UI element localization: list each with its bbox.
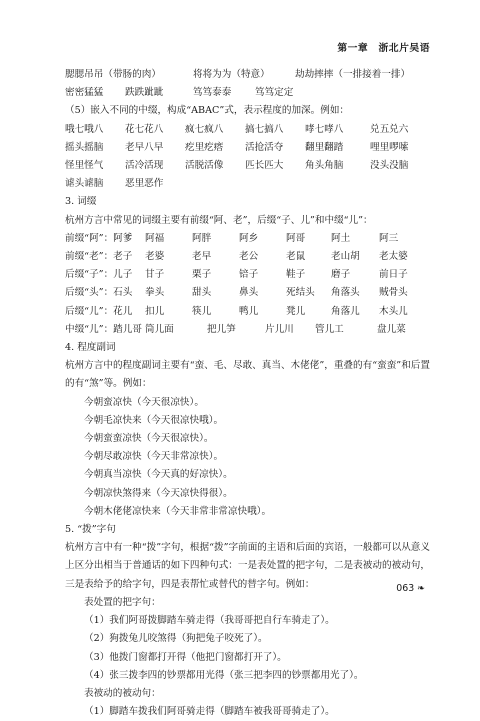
example-word: 角头角脑 <box>305 160 344 172</box>
affix-word: 阿土 <box>331 232 351 244</box>
affix-word: 阿福 <box>145 232 165 244</box>
example-word: 活冷活现 <box>125 160 164 172</box>
example-word: 活脱活像 <box>185 160 224 172</box>
example-word: 笃笃定定 <box>255 87 294 99</box>
example-sentence: （1）我们阿哥拨脚踏车骑走得（我哥哥把自行车骑走了）。 <box>84 615 335 627</box>
affix-row <box>65 303 430 321</box>
example-sentence: 今朝凉快煞得来（今天凉快得很）。 <box>84 487 233 499</box>
affix-word: 前日子 <box>379 269 408 281</box>
example-row <box>65 157 430 175</box>
section-heading: 4. 程度副词 <box>65 342 116 354</box>
affix-word: 老公 <box>239 251 259 263</box>
example-word: 恶里恶作 <box>125 178 164 190</box>
affix-word: 管儿工 <box>315 323 344 335</box>
example-word: 腮腮吊吊（带肠的肉） <box>65 69 161 80</box>
example-word: 谑头谑脑 <box>65 178 104 190</box>
example-sentence: 表处置的把字句： <box>84 596 161 608</box>
example-sentence: （4）张三拨李四的钞票都用光得（张三把李四的钞票都用光了）。 <box>84 669 364 681</box>
affix-row <box>65 230 430 248</box>
affix-word: 前缀“老”：老子 <box>65 251 133 263</box>
affix-word: 甜头 <box>192 287 212 299</box>
example-word: 疯七疯八 <box>185 123 224 135</box>
affix-word: 栗子 <box>192 269 212 281</box>
affix-word: 老早 <box>192 251 212 263</box>
example-word: 笃笃泰泰 <box>193 87 232 99</box>
chapter-header: 第一章 浙北片吴语 <box>337 43 430 54</box>
page-number: 063 ❧ <box>396 583 425 594</box>
affix-row <box>65 321 430 339</box>
example-row <box>65 139 430 157</box>
affix-word: 老鼠 <box>286 251 306 263</box>
affix-word: 木头儿 <box>379 305 408 317</box>
affix-word: 阿乡 <box>239 232 259 244</box>
example-word: 老早八早 <box>125 141 164 153</box>
affix-word: 阿哥 <box>286 232 306 244</box>
example-sentence: 表被动的被动句： <box>84 687 161 699</box>
example-word: 活抢活夺 <box>245 141 284 153</box>
example-word: 劫劫摔摔（一排接着一排） <box>295 69 411 80</box>
example-sentence: 今朝尽敢凉快（今天非常凉快）。 <box>84 451 224 463</box>
example-row <box>65 121 430 139</box>
affix-word: 鼻头 <box>239 287 259 299</box>
affix-word: 老山胡 <box>331 251 360 263</box>
affix-word: 锫子 <box>239 269 259 281</box>
affix-word: 鞋子 <box>286 269 306 281</box>
example-sentence: 今朝蛮蛮凉快（今天很凉快）。 <box>84 433 214 445</box>
affix-word: 筷儿 <box>192 305 212 317</box>
example-word: 将将为为（特意） <box>193 69 270 80</box>
affix-word: 磨子 <box>331 269 351 281</box>
example-row <box>65 84 430 102</box>
example-row <box>65 175 430 193</box>
example-word: 翻里翻踏 <box>305 141 344 153</box>
affix-word: 甘子 <box>145 269 165 281</box>
example-sentence: 今朝木佬佬凉快来（今天非常非常凉快哦）。 <box>84 505 272 517</box>
affix-word: 中缀“儿”：踏儿哥 <box>65 323 142 335</box>
example-sentence: 今朝真当凉快（今天真的好凉快）。 <box>84 469 233 481</box>
affix-word: 片儿川 <box>265 323 294 335</box>
affix-word: 贼骨头 <box>379 287 408 299</box>
example-word: 匹长匹大 <box>245 160 284 172</box>
affix-row <box>65 284 430 302</box>
example-word: 花七花八 <box>125 123 164 135</box>
affix-word: 筒儿面 <box>145 323 174 335</box>
example-sentence: （2）狗拨兔儿咬煞得（狗把兔子咬死了）。 <box>84 633 268 645</box>
paragraph: 杭州方言中的程度副词主要有“蛮、毛、尽敢、真当、木佬佬”，重叠的有“蛮蛮”和后置的有“煞”等。例如： <box>65 360 430 390</box>
affix-word: 后缀“儿”：花儿 <box>65 305 133 317</box>
example-word: 摇头摇脑 <box>65 141 104 153</box>
example-word: 搞七搞八 <box>245 123 284 135</box>
affix-word: 角落儿 <box>331 305 360 317</box>
example-word: 哦七哦八 <box>65 123 104 135</box>
affix-word: 前缀“阿”：阿爹 <box>65 232 133 244</box>
example-sentence: （1）脚踏车拨我们阿哥骑走得（脚踏车被我哥哥骑走了）。 <box>84 706 335 718</box>
example-word: 跌跌跐跐 <box>125 87 164 99</box>
example-word: 密密猛猛 <box>65 87 104 99</box>
affix-word: 阿胖 <box>192 232 212 244</box>
affix-word: 鸭儿 <box>239 305 259 317</box>
affix-word: 盘儿菜 <box>377 323 406 335</box>
affix-word: 老太婆 <box>379 251 408 263</box>
affix-word: 把儿笋 <box>207 323 236 335</box>
affix-word: 凳儿 <box>286 305 306 317</box>
affix-word: 死结头 <box>286 287 315 299</box>
example-word: 怪里怪气 <box>65 160 104 172</box>
example-word: 兑五兑六 <box>370 123 409 135</box>
affix-word: 后缀“子”：儿子 <box>65 269 133 281</box>
paragraph: 杭州方言中常见的词缀主要有前缀“阿、老”，后缀“子、儿”和中缀“儿”： <box>65 214 373 226</box>
affix-word: 阿三 <box>379 232 399 244</box>
example-sentence: 今朝毛凉快来（今天很凉快哦）。 <box>84 414 224 426</box>
example-word: 哮七哮八 <box>305 123 344 135</box>
affix-row <box>65 248 430 266</box>
example-row <box>65 66 430 84</box>
paragraph: 杭州方言中有一种“拨”字句，根据“拨”字前面的主语和后面的宾语，一般都可以从意义上区分出相当于普通话的如下四种句式：一是表处置的把字句，二是表被动的被动句，三是表给予的给字句，四是表帮忙或替代的替字句。例如： <box>65 542 430 590</box>
affix-word: 老婆 <box>145 251 165 263</box>
example-word: 疙里疙瘩 <box>185 141 224 153</box>
affix-row <box>65 266 430 284</box>
affix-word: 后缀“头”：石头 <box>65 287 133 299</box>
section-heading: 3. 词缀 <box>65 196 97 208</box>
subsection-heading: （5）嵌入不同的中缀，构成“ABAC”式，表示程度的加深。例如： <box>65 105 350 117</box>
example-word: 哩里啰嗦 <box>370 141 409 153</box>
example-sentence: 今朝蛮凉快（今天很凉快）。 <box>84 396 204 408</box>
affix-word: 扣儿 <box>145 305 165 317</box>
affix-word: 拳头 <box>145 287 165 299</box>
section-heading: 5. “拨”字句 <box>65 524 116 536</box>
page-content <box>65 66 430 721</box>
example-word: 没头没脑 <box>370 160 409 172</box>
affix-word: 角落头 <box>331 287 360 299</box>
example-sentence: （3）他拨门窗都打开得（他把门窗都打开了）。 <box>84 651 287 663</box>
